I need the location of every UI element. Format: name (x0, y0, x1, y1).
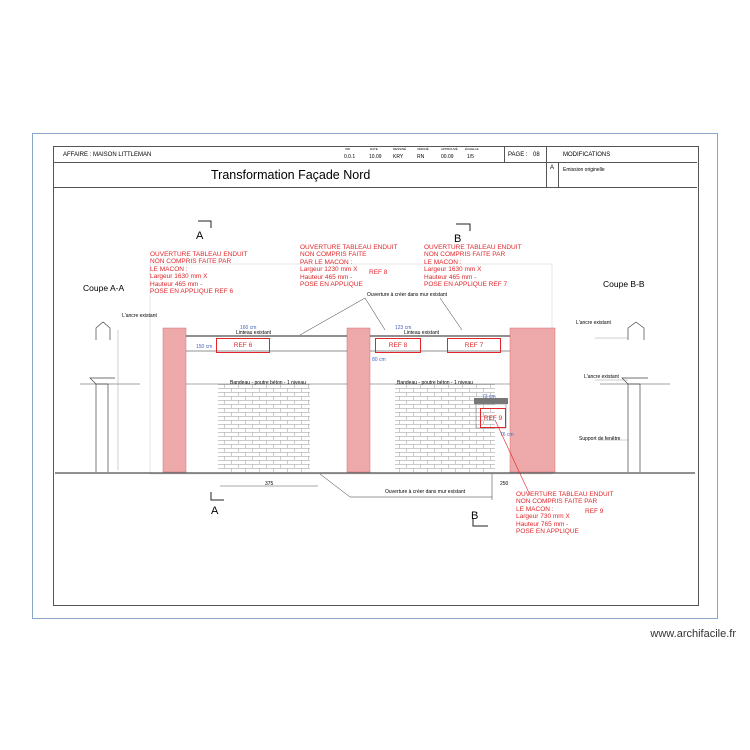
section-b-bottom: B (471, 510, 479, 522)
note-ref8-line: OUVERTURE TABLEAU ENDUIT (300, 244, 398, 251)
cell-bottom-2: 10.09 (369, 154, 382, 160)
coupe-bb-top (628, 322, 644, 340)
label-coupe-aa-linteau: L'ancre existant (122, 313, 157, 319)
label-coupe-bb-linteau2: L'ancre existant (584, 374, 619, 380)
note-ref7-line: Largeur 1630 mm X (424, 266, 482, 274)
drawing-title: Transformation Façade Nord (211, 168, 371, 182)
section-arrow-a-bottom (211, 492, 224, 500)
label-dim-375: 375 (265, 481, 274, 487)
leader-ouverture (320, 474, 350, 497)
coupe-aa-wall (96, 384, 108, 472)
note-ref9-line: NON COMPRIS FAITE PAR (516, 498, 598, 506)
coupe-aa-bandeau (90, 378, 115, 384)
label-dim-250: 250 (500, 481, 509, 487)
note-ref8 (300, 244, 398, 288)
note-ref9-line: Largeur 730 mm X (516, 513, 570, 521)
cell-top-3: DESSINÉ (393, 147, 407, 151)
ref6-box: REF 6 (216, 338, 270, 353)
note-ref8-line: Hauteur 465 mm - (300, 273, 353, 281)
cell-bottom-5: 00.09 (441, 154, 454, 160)
pillar-left (163, 328, 186, 472)
section-b-top: B (454, 233, 462, 245)
note-ref7-line: Hauteur 465 mm - (424, 273, 477, 281)
label-dim-160: 160 cm (240, 325, 257, 331)
label-dim-80: 80 cm (372, 357, 386, 363)
coupe-aa-top (96, 322, 110, 340)
note-ref7-line: NON COMPRIS FAITE PAR (424, 251, 506, 259)
note-ref6-line: OUVERTURE TABLEAU ENDUIT (150, 251, 248, 258)
note-ref6 (150, 251, 248, 295)
coupe-bb-label: Coupe B-B (603, 279, 645, 289)
page-value: 08 (533, 152, 540, 158)
cell-top-5: APPROUVÉ (441, 147, 458, 151)
cell-top-4: VÉRIFIÉ (417, 147, 429, 151)
note-ref8-line: PAR LE MACON : (300, 258, 353, 266)
note-ref9-ref: REF 9 (585, 508, 604, 515)
label-coupe-bb-linteau: L'ancre existant (576, 320, 611, 326)
ref7-box: REF 7 (447, 338, 501, 353)
label-ouverture-bas: Ouverture à créer dans mur existant (385, 489, 466, 495)
label-bandeau-left: Bandeau - poutre béton - 1 niveau (230, 380, 306, 386)
label-dim-76: 76 cm (500, 432, 514, 438)
note-ref6-line: NON COMPRIS FAITE PAR (150, 258, 232, 266)
label-ouverture-creer: Ouverture à créer dans mur existant (367, 292, 448, 298)
modifications-label: MODIFICATIONS (563, 152, 611, 158)
section-a-bottom: A (211, 505, 219, 517)
ref8-box: REF 8 (375, 338, 421, 353)
note-ref9-line: POSE EN APPLIQUE (516, 528, 579, 536)
note-ref6-line: POSE EN APPLIQUE REF 6 (150, 288, 234, 296)
leader-ref7 (440, 298, 462, 330)
pillar-right (510, 328, 555, 472)
note-ref8-ref: REF 8 (369, 269, 388, 276)
label-dim-73: 73 cm (482, 394, 496, 400)
revision-letter: A (550, 165, 555, 171)
label-dim-150: 150 cm (196, 344, 213, 350)
note-ref7 (424, 244, 522, 288)
label-bandeau-right: Bandeau - poutre béton - 1 niveau (397, 380, 473, 386)
ref9-box: REF 9 (480, 408, 506, 428)
label-dim-123: 123 cm (395, 325, 412, 331)
note-ref9-line: OUVERTURE TABLEAU ENDUIT (516, 491, 614, 498)
note-ref7-line: LE MACON : (424, 258, 462, 266)
cell-top-1: IND (345, 147, 351, 151)
watermark-archifacile: www.archifacile.fr (650, 628, 736, 640)
coupe-aa-label: Coupe A-A (83, 283, 125, 293)
note-ref7-line: OUVERTURE TABLEAU ENDUIT (424, 244, 522, 251)
revision-text: Emission originelle (563, 167, 605, 173)
note-ref8-line: NON COMPRIS FAITE (300, 251, 367, 259)
note-ref8-line: Largeur 1230 mm X (300, 266, 358, 274)
note-ref9-line: Hauteur 765 mm - (516, 520, 569, 528)
label-linteau-left: Linteau existant (236, 330, 272, 336)
cell-top-6: ÉCHELLE (465, 147, 479, 151)
label-linteau-right: Linteau existant (404, 330, 440, 336)
section-arrow-b-top (456, 224, 470, 231)
section-arrow-a-top (198, 221, 211, 228)
label-coupe-bb-support: Support de fenêtre (579, 436, 621, 442)
affaire-label: AFFAIRE : MAISON LITTLEMAN (63, 152, 152, 158)
note-ref6-line: Hauteur 465 mm - (150, 280, 203, 288)
note-ref6-line: Largeur 1630 mm X (150, 273, 208, 281)
cell-bottom-6: 1/5 (467, 154, 474, 160)
pillar-middle (347, 328, 370, 472)
cell-bottom-3: KRY (393, 154, 404, 160)
cell-top-2: DATE (370, 147, 378, 151)
coupe-bb-wall (628, 384, 640, 472)
leader-ref8 (365, 298, 385, 330)
note-ref8-line: POSE EN APPLIQUE (300, 281, 363, 289)
section-a-top: A (196, 230, 204, 242)
note-ref9-line: LE MACON : (516, 505, 554, 513)
cell-bottom-4: RN (417, 154, 425, 160)
brick-infill-left (218, 384, 310, 472)
note-ref6-line: LE MACON : (150, 265, 188, 273)
cell-bottom-1: 0.0.1 (344, 154, 356, 160)
note-ref7-line: POSE EN APPLIQUE REF 7 (424, 281, 508, 289)
page-label: PAGE : (508, 152, 528, 158)
coupe-bb-bandeau (622, 378, 648, 384)
